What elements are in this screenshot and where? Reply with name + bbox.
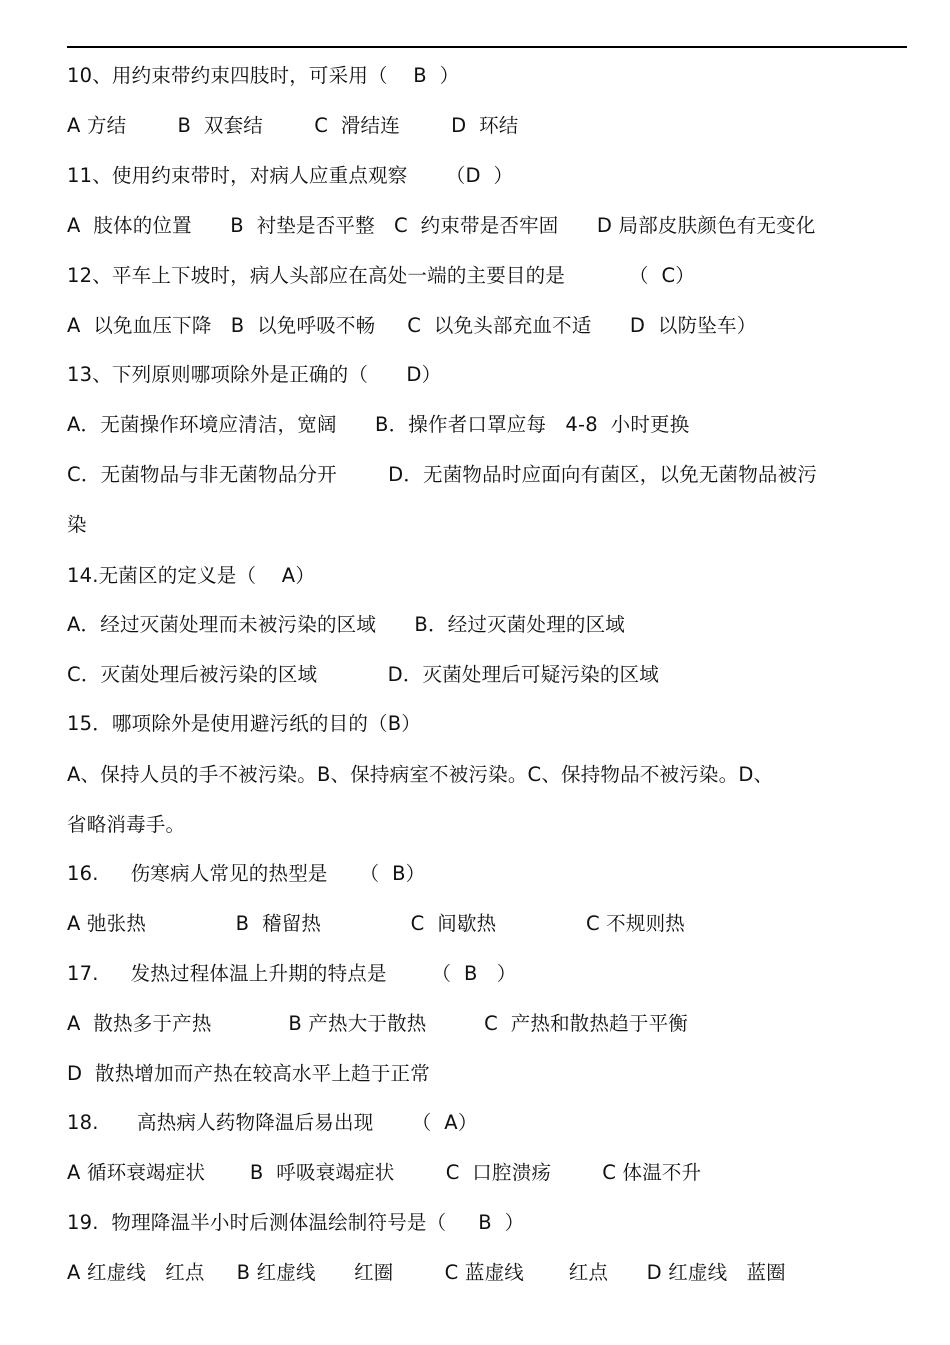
question-19: 19. 物理降温半小时后测体温绘制符号是（ B ）	[67, 1211, 525, 1234]
options-16: A 弛张热 B 稽留热 C 间歇热 C 不规则热	[67, 912, 685, 935]
options-13-cont: 染	[67, 513, 87, 536]
question-16: 16. 伤寒病人常见的热型是 （ B）	[67, 862, 426, 885]
options-17-abc: A 散热多于产热 B 产热大于散热 C 产热和散热趋于平衡	[67, 1012, 688, 1035]
options-15-cont: 省略消毒手。	[67, 813, 186, 836]
options-17-d: D 散热增加而产热在较高水平上趋于正常	[67, 1062, 430, 1085]
question-14: 14.无菌区的定义是（ A）	[67, 564, 316, 587]
question-12: 12、平车上下坡时，病人头部应在高处一端的主要目的是 （ C）	[67, 264, 696, 287]
options-14-ab: A．经过灭菌处理而未被污染的区域 B．经过灭菌处理的区域	[67, 613, 626, 636]
options-13-ab: A．无菌操作环境应清洁，宽阔 B．操作者口罩应每 4-8 小时更换	[67, 413, 690, 436]
options-15: A、保持人员的手不被污染。B、保持病室不被污染。C、保持物品不被污染。D、	[67, 763, 774, 786]
question-11: 11、使用约束带时，对病人应重点观察 （D ）	[67, 164, 514, 187]
question-18: 18. 高热病人药物降温后易出现 （ A）	[67, 1111, 478, 1134]
options-13-cd: C．无菌物品与非无菌物品分开 D．无菌物品时应面向有菌区，以免无菌物品被污	[67, 463, 818, 486]
question-15: 15．哪项除外是使用避污纸的目的（B）	[67, 712, 421, 735]
question-10: 10、用约束带约束四肢时，可采用（ B ）	[67, 64, 460, 87]
options-11: A 肢体的位置 B 衬垫是否平整 C 约束带是否牢固 D 局部皮肤颜色有无变化	[67, 214, 816, 237]
options-18: A 循环衰竭症状 B 呼吸衰竭症状 C 口腔溃疡 C 体温不升	[67, 1161, 702, 1184]
options-12: A 以免血压下降 B 以免呼吸不畅 C 以免头部充血不适 D 以防坠车）	[67, 314, 757, 337]
question-17: 17. 发热过程体温上升期的特点是 （ B ）	[67, 962, 517, 985]
options-19: A 红虚线 红点 B 红虚线 红圈 C 蓝虚线 红点 D 红虚线 蓝圈	[67, 1261, 786, 1284]
header-rule	[67, 46, 907, 48]
options-10: A 方结 B 双套结 C 滑结连 D 环结	[67, 114, 519, 137]
question-13: 13、下列原则哪项除外是正确的（ D）	[67, 363, 442, 386]
options-14-cd: C．灭菌处理后被污染的区域 D．灭菌处理后可疑污染的区域	[67, 663, 659, 686]
